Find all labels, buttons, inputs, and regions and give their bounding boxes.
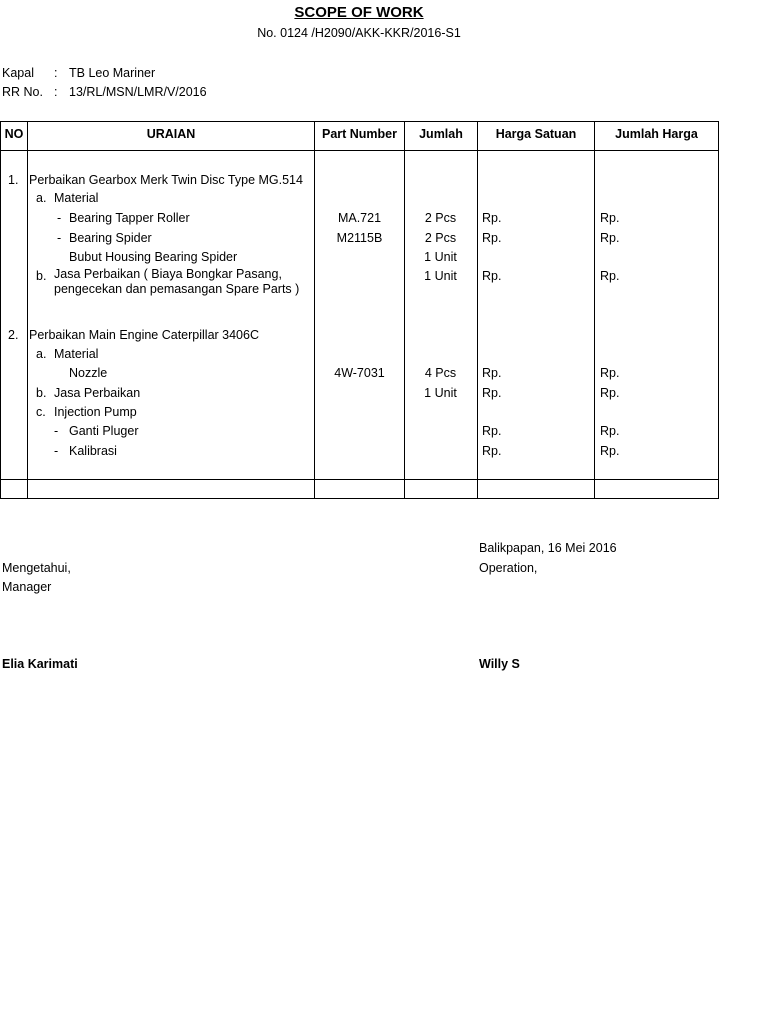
rr-label: RR No. [2,85,43,99]
item-text: Ganti Pluger [69,424,139,438]
quantity: 2 Pcs [424,211,457,225]
table-border-bottom [0,498,719,499]
col-header-harga-satuan: Harga Satuan [495,127,577,141]
section-number: 1. [8,173,19,187]
quantity: 1 Unit [424,250,457,264]
unit-price: Rp. [482,444,502,458]
item-text: Bearing Tapper Roller [69,211,190,225]
section-number: 2. [8,328,19,342]
unit-price: Rp. [482,366,502,380]
table-col-border [27,121,28,499]
item-dash: - [54,424,59,438]
unit-price: Rp. [482,424,502,438]
table-header-divider [0,150,719,151]
item-text: Nozzle [69,366,108,380]
part-number: MA.721 [337,211,382,225]
section-title: Perbaikan Main Engine Caterpillar 3406C [29,328,259,342]
item-letter: b. [36,269,47,283]
signature-left-name: Elia Karimati [2,657,78,671]
col-header-part-number: Part Number [321,127,398,141]
item-letter: c. [36,405,46,419]
col-header-uraian: URAIAN [146,127,196,141]
item-dash: - [57,211,62,225]
document-number: No. 0124 /H2090/AKK-KKR/2016-S1 [257,26,461,40]
signature-right-name: Willy S [479,657,520,671]
item-text: Bubut Housing Bearing Spider [69,250,238,264]
kapal-separator: : [54,66,58,80]
signature-left-role: Manager [2,580,52,594]
item-text: Jasa Perbaikan [54,386,141,400]
quantity: 2 Pcs [424,231,457,245]
unit-price: Rp. [482,269,502,283]
unit-price: Rp. [482,211,502,225]
total-price: Rp. [600,269,620,283]
document-title: SCOPE OF WORK [294,4,424,21]
table-col-border [314,121,315,499]
table-col-border [594,121,595,499]
quantity: 1 Unit [424,269,457,283]
total-price: Rp. [600,444,620,458]
rr-separator: : [54,85,58,99]
total-price: Rp. [600,211,620,225]
place-date: Balikpapan, 16 Mei 2016 [479,541,617,555]
total-price: Rp. [600,366,620,380]
quantity: 4 Pcs [424,366,457,380]
table-col-border [0,121,1,499]
item-text: Material [54,191,99,205]
table-col-border [477,121,478,499]
item-letter: a. [36,347,47,361]
total-price: Rp. [600,424,620,438]
table-border-top [0,121,719,122]
item-text: Material [54,347,99,361]
col-header-jumlah: Jumlah [419,127,463,141]
signature-left-title: Mengetahui, [2,561,71,575]
kapal-value: TB Leo Mariner [69,66,156,80]
item-dash: - [54,444,59,458]
rr-value: 13/RL/MSN/LMR/V/2016 [69,85,207,99]
item-text: Injection Pump [54,405,137,419]
kapal-label: Kapal [2,66,34,80]
unit-price: Rp. [482,231,502,245]
total-price: Rp. [600,231,620,245]
unit-price: Rp. [482,386,502,400]
total-price: Rp. [600,386,620,400]
signature-right-role: Operation, [479,561,538,575]
item-text: Kalibrasi [69,444,117,458]
part-number: M2115B [336,231,383,245]
table-col-border [718,121,719,499]
item-letter: b. [36,386,47,400]
col-header-jumlah-harga: Jumlah Harga [615,127,698,141]
quantity: 1 Unit [424,386,457,400]
item-letter: a. [36,191,47,205]
section-title: Perbaikan Gearbox Merk Twin Disc Type MG.514 [29,173,303,187]
item-dash: - [57,231,62,245]
part-number: 4W-7031 [334,366,385,380]
col-header-no: NO [4,127,24,141]
item-text: pengecekan dan pemasangan Spare Parts ) [54,282,300,296]
table-body-divider [0,479,719,480]
table-col-border [404,121,405,499]
item-text: Jasa Perbaikan ( Biaya Bongkar Pasang, [54,267,282,281]
item-text: Bearing Spider [69,231,152,245]
